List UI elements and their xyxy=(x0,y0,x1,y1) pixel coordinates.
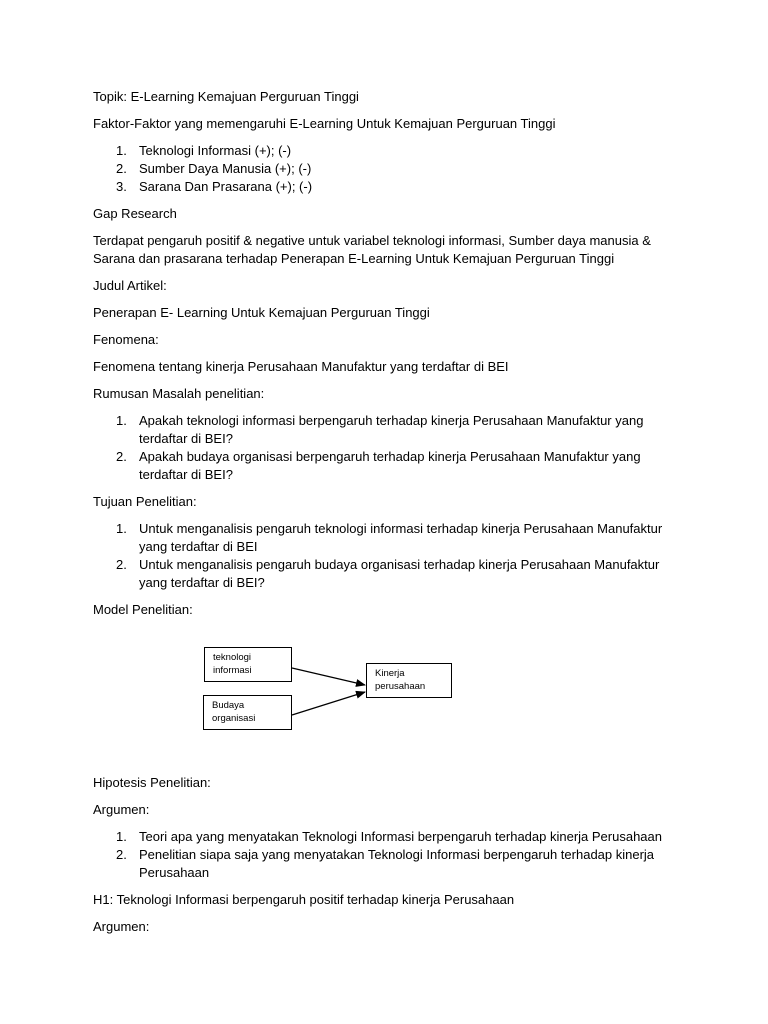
arrow-tech-to-kinerja xyxy=(292,668,365,685)
hypothesis-h1: H1: Teknologi Informasi berpengaruh positif terhadap kinerja Perusahaan xyxy=(93,892,515,907)
list-item: 2. Sumber Daya Manusia (+); (-) xyxy=(116,161,312,176)
rumusan-heading: Rumusan Masalah penelitian: xyxy=(93,386,265,401)
factors-heading: Faktor-Faktor yang memengaruhi E-Learning Untuk Kemajuan Perguruan Tinggi xyxy=(93,116,556,131)
list-item: 1. Teknologi Informasi (+); (-) xyxy=(116,143,292,158)
arrow-budaya-to-kinerja xyxy=(292,692,365,715)
list-item: 2. Apakah budaya organisasi berpengaruh terhadap kinerja Perusahaan Manufaktur yang terdaftar di BEI? xyxy=(116,449,641,482)
gap-text: Terdapat pengaruh positif & negative untuk variabel teknologi informasi, Sumber daya manusia & Sarana dan prasarana terhadap Penerapan E-Learning Untuk Kemajuan Perguruan Tinggi xyxy=(93,233,651,266)
argumen-heading: Argumen: xyxy=(93,802,150,817)
list-item: 2. Penelitian siapa saja yang menyatakan Teknologi Informasi berpengaruh terhadap kinerja Perusahaan xyxy=(116,847,655,880)
list-item: 2. Untuk menganalisis pengaruh budaya organisasi terhadap kinerja Perusahaan Manufaktur yang terdaftar di BEI? xyxy=(116,557,660,590)
judul-heading: Judul Artikel: xyxy=(93,278,167,293)
list-item: 3. Sarana Dan Prasarana (+); (-) xyxy=(116,179,313,194)
fenomena-text: Fenomena tentang kinerja Perusahaan Manufaktur yang terdaftar di BEI xyxy=(93,359,509,374)
fenomena-heading: Fenomena: xyxy=(93,332,159,347)
tujuan-list xyxy=(93,520,683,592)
list-item: 1. Apakah teknologi informasi berpengaruh terhadap kinerja Perusahaan Manufaktur yang terdaftar di BEI? xyxy=(116,413,644,446)
list-item: 1. Teori apa yang menyatakan Teknologi Informasi berpengaruh terhadap kinerja Perusahaan xyxy=(116,829,662,844)
argumen-list xyxy=(93,828,683,882)
argumen-heading-2: Argumen: xyxy=(93,919,150,934)
box-kinerja-perusahaan: Kinerja perusahaan xyxy=(366,663,452,698)
diagram-arrows xyxy=(93,628,683,774)
rumusan-list xyxy=(93,412,683,484)
research-model-diagram xyxy=(93,628,683,774)
box-teknologi-informasi: teknologi informasi xyxy=(204,647,292,682)
document-body xyxy=(93,88,683,945)
list-item: 1. Untuk menganalisis pengaruh teknologi informasi terhadap kinerja Perusahaan Manufaktur yang terdaftar di BEI xyxy=(116,521,663,554)
tujuan-heading: Tujuan Penelitian: xyxy=(93,494,197,509)
gap-heading: Gap Research xyxy=(93,206,177,221)
box-budaya-organisasi: Budaya organisasi xyxy=(203,695,292,730)
topic-line: Topik: E-Learning Kemajuan Perguruan Tinggi xyxy=(93,89,359,104)
factors-list xyxy=(93,142,683,196)
judul-text: Penerapan E- Learning Untuk Kemajuan Perguruan Tinggi xyxy=(93,305,430,320)
hipotesis-heading: Hipotesis Penelitian: xyxy=(93,775,211,790)
model-heading: Model Penelitian: xyxy=(93,602,193,617)
